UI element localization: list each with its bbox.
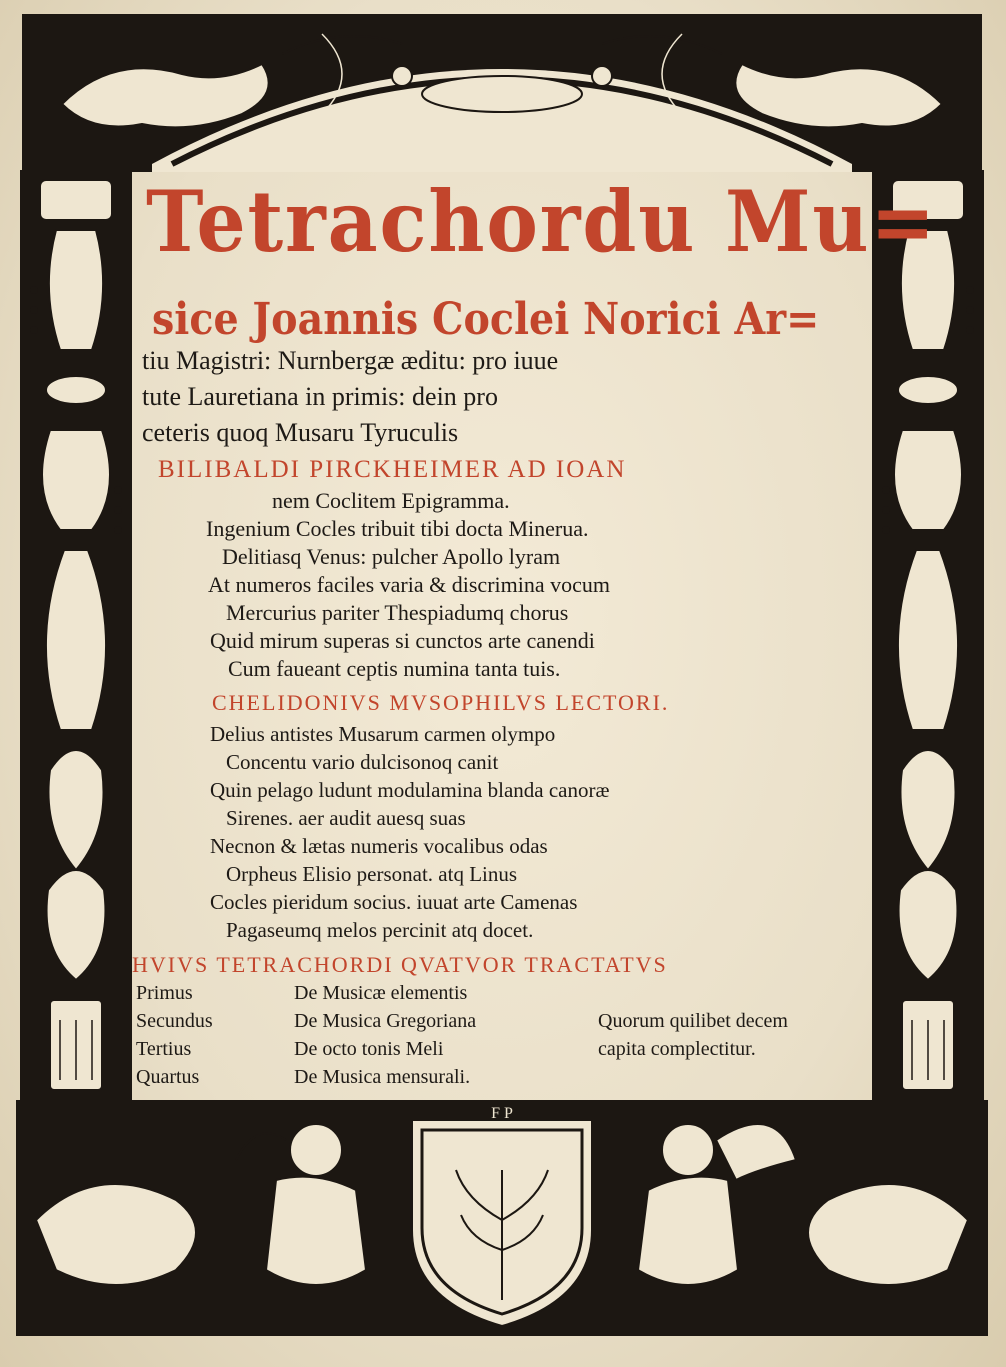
left-ornamental-column [20, 170, 132, 1102]
top-ornamental-border [22, 14, 982, 172]
contents-part-3: Tertius [136, 1038, 192, 1060]
right-candelabra-illustration [872, 170, 984, 1102]
contents-topic-3: De octo tonis Meli [294, 1038, 444, 1060]
verse-line-3: Quin pelago ludunt modulamina blanda canoræ [210, 778, 610, 802]
contents-topic-2: De Musica Gregoriana [294, 1010, 477, 1032]
main-title-line-1: Tetrachordu Mu= [146, 172, 938, 271]
contents-note-1: Quorum quilibet decem [598, 1010, 788, 1032]
contents-part-1: Primus [136, 982, 193, 1004]
main-title-line-2: sice Joannis Coclei Norici Ar= [152, 294, 820, 345]
contents-note-2: capita complectitur. [598, 1038, 756, 1060]
bottom-ornamental-border [16, 1100, 988, 1336]
right-ornamental-column [872, 170, 984, 1102]
epigram-line-7: Cum faueant ceptis numina tanta tuis. [228, 656, 561, 681]
verse-line-1: Delius antistes Musarum carmen olympo [210, 722, 556, 746]
title-page-text [132, 170, 938, 1100]
top-woodcut-illustration [22, 14, 982, 172]
verse-line-6: Orpheus Elisio personat. atq Linus [226, 862, 518, 886]
contents-table [136, 982, 866, 1092]
contents-part-4: Quartus [136, 1066, 200, 1088]
verse-line-5: Necnon & lætas numeris vocalibus odas [210, 834, 548, 858]
epigram-line-5: Mercurius pariter Thespiadumq chorus [226, 600, 569, 625]
epigram-line-1: nem Coclitem Epigramma. [272, 488, 510, 513]
contents-heading: HVIVS TETRACHORDI QVATVOR TRACTATVS [132, 952, 668, 977]
left-candelabra-illustration [20, 170, 132, 1102]
verse-line-7: Cocles pieridum socius. iuuat arte Camenas [210, 890, 578, 914]
second-heading: CHELIDONIVS MVSOPHILVS LECTORI. [212, 690, 670, 715]
bottom-woodcut-illustration [16, 1100, 988, 1336]
contents-part-2: Secundus [136, 1010, 213, 1032]
subtitle-line-3: ceteris quoq Musaru Tyruculis [142, 418, 459, 447]
verse-line-4: Sirenes. aer audit auesq suas [226, 806, 466, 830]
contents-topic-4: De Musica mensurali. [294, 1066, 471, 1088]
subtitle-line-2: tute Lauretiana in primis: dein pro [142, 382, 498, 411]
verse-line-8: Pagaseumq melos percinit atq docet. [226, 918, 534, 942]
subtitle-line-1: tiu Magistri: Nurnbergæ æditu: pro iuue [142, 346, 559, 375]
verse-line-2: Concentu vario dulcisonoq canit [226, 750, 499, 774]
contents-topic-1: De Musicæ elementis [294, 982, 468, 1004]
epigram-line-4: At numeros faciles varia & discrimina vocum [208, 572, 610, 597]
epigram-line-3: Delitiasq Venus: pulcher Apollo lyram [222, 544, 561, 569]
epigram-line-6: Quid mirum superas si cunctos arte canendi [210, 628, 595, 653]
epigram-line-2: Ingenium Cocles tribuit tibi docta Minerua. [206, 516, 589, 541]
epigram-heading: BILIBALDI PIRCKHEIMER AD IOAN [158, 456, 627, 483]
shield-monogram: F P [491, 1105, 513, 1122]
